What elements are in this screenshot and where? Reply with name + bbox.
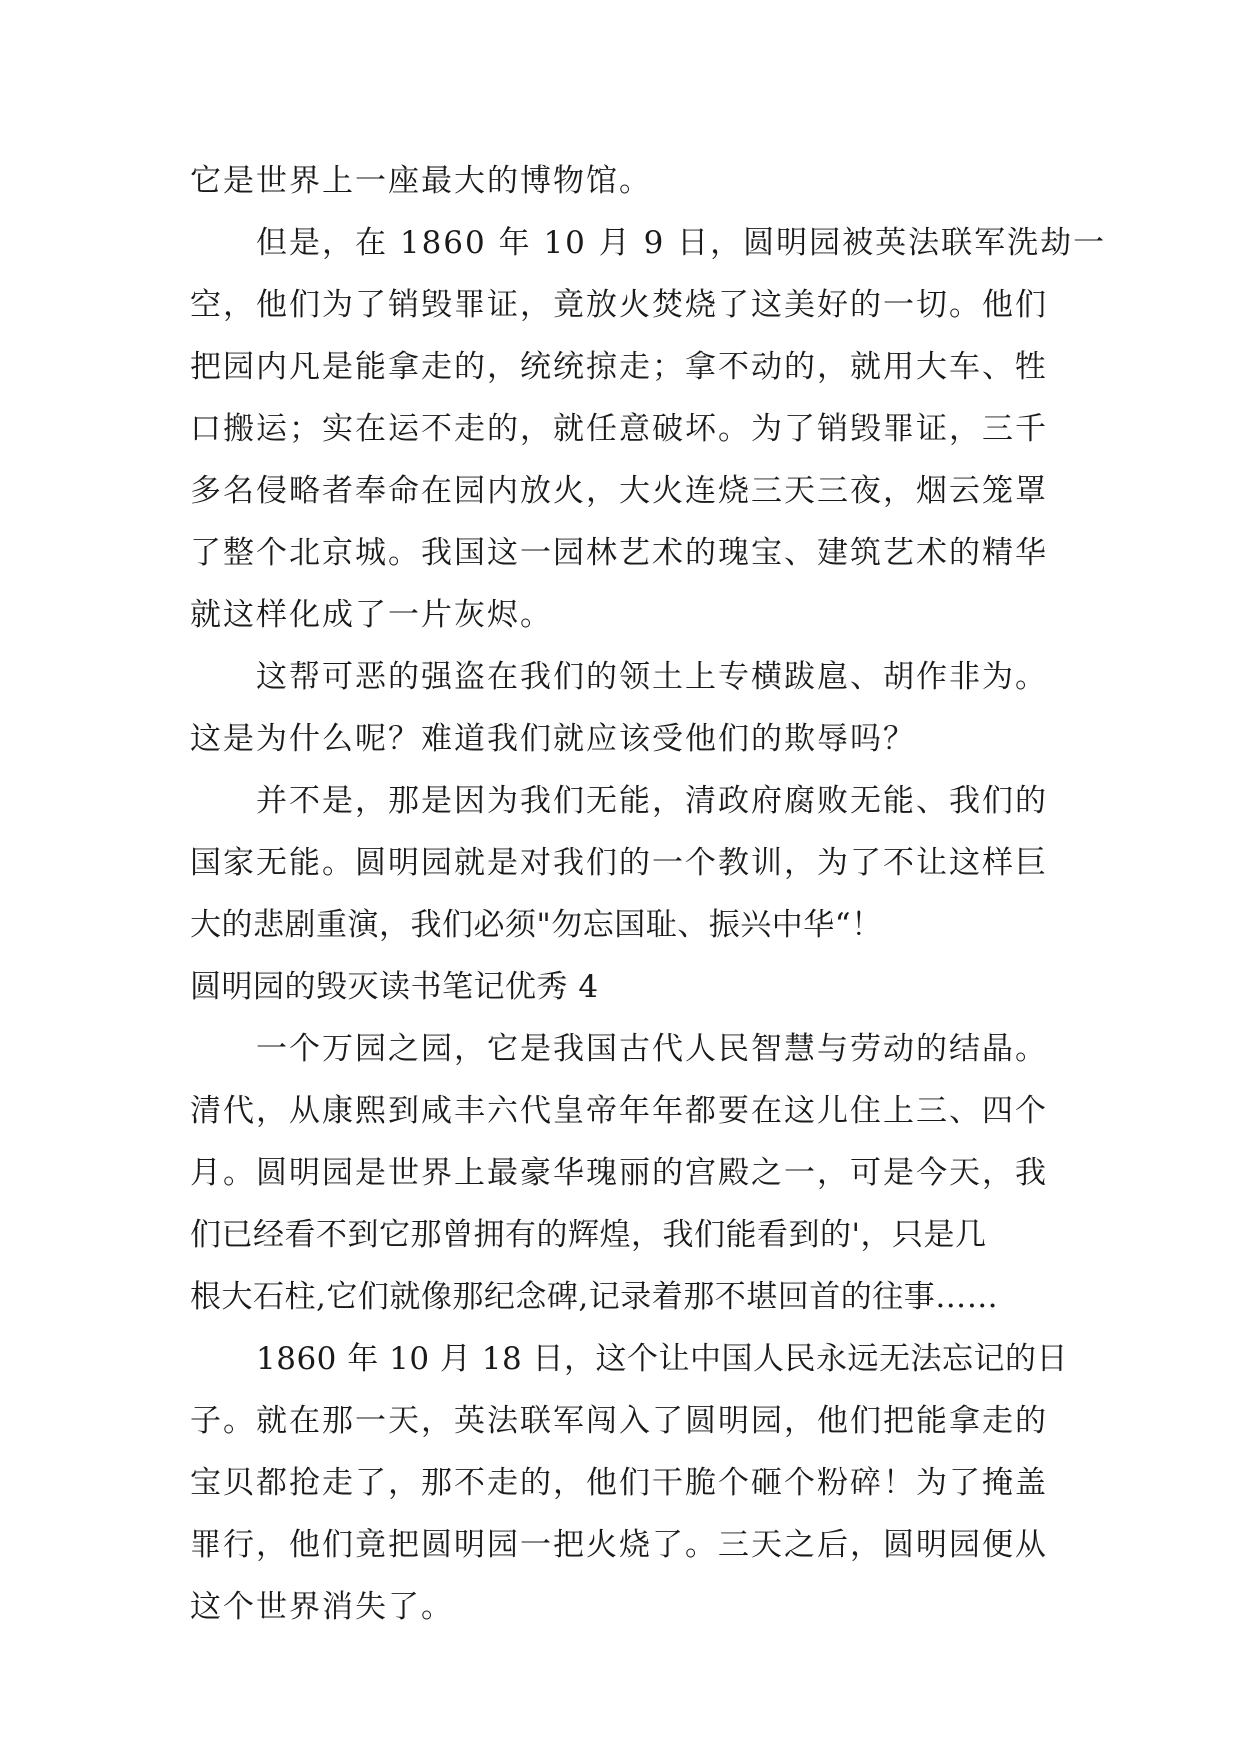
paragraph-line: 这是为什么呢？难道我们就应该受他们的欺辱吗？	[190, 721, 916, 757]
paragraph-line: 清代，从康熙到咸丰六代皇帝年年都要在这儿住上三、四个	[190, 1093, 1048, 1129]
paragraph-line: 多名侵略者奉命在园内放火，大火连烧三天三夜，烟云笼罩	[190, 473, 1048, 509]
paragraph-line: 了整个北京城。我国这一园林艺术的瑰宝、建筑艺术的精华	[190, 535, 1048, 571]
paragraph-line: 但是，在 1860 年 10 月 9 日，圆明园被英法联军洗劫一	[256, 225, 1107, 261]
paragraph-line: 根大石柱,它们就像那纪念碑,记录着那不堪回首的往事……	[190, 1279, 999, 1315]
paragraph-line: 大的悲剧重演，我们必须"勿忘国耻、振兴中华“！	[190, 907, 883, 943]
paragraph-line: 月。圆明园是世界上最豪华瑰丽的宫殿之一，可是今天，我	[190, 1155, 1048, 1191]
paragraph-line: 这个世界消失了。	[190, 1589, 454, 1625]
paragraph-line: 1860 年 10 月 18 日，这个让中国人民永远无法忘记的日	[256, 1341, 1069, 1377]
paragraph-line: 空，他们为了销毁罪证，竟放火焚烧了这美好的一切。他们	[190, 287, 1048, 323]
paragraph-line: 把园内凡是能拿走的，统统掠走；拿不动的，就用大车、牲	[190, 349, 1048, 385]
paragraph-line: 们已经看不到它那曾拥有的辉煌，我们能看到的'，只是几	[190, 1217, 987, 1253]
paragraph-line: 它是世界上一座最大的博物馆。	[190, 163, 652, 199]
paragraph-line: 子。就在那一天，英法联军闯入了圆明园，他们把能拿走的	[190, 1403, 1048, 1439]
paragraph-line: 国家无能。圆明园就是对我们的一个教训，为了不让这样巨	[190, 845, 1048, 881]
paragraph-line: 这帮可恶的强盗在我们的领土上专横跋扈、胡作非为。	[256, 659, 1048, 695]
paragraph-line: 并不是，那是因为我们无能，清政府腐败无能、我们的	[256, 783, 1048, 819]
paragraph-line: 宝贝都抢走了，那不走的，他们干脆个砸个粉碎！为了掩盖	[190, 1465, 1048, 1501]
paragraph-line: 就这样化成了一片灰烬。	[190, 597, 553, 633]
paragraph-line: 口搬运；实在运不走的，就任意破坏。为了销毁罪证，三千	[190, 411, 1048, 447]
document-body	[190, 150, 1107, 1638]
paragraph-line: 罪行，他们竟把圆明园一把火烧了。三天之后，圆明园便从	[190, 1527, 1048, 1563]
paragraph-line: 一个万园之园，它是我国古代人民智慧与劳动的结晶。	[256, 1031, 1048, 1067]
section-heading: 圆明园的毁灭读书笔记优秀 4	[190, 969, 599, 1005]
